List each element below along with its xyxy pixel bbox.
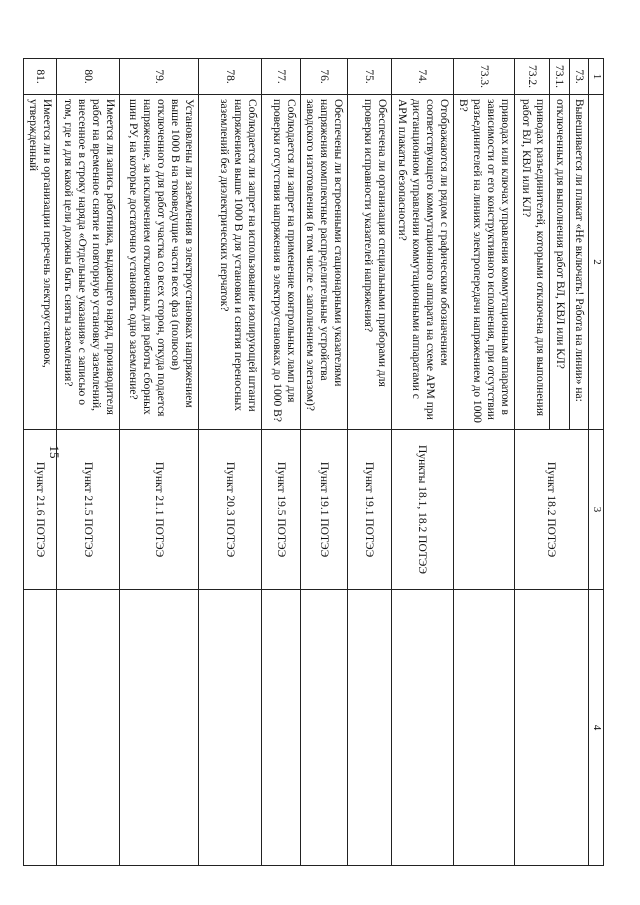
- table-header-row: [589, 59, 604, 866]
- row-reference: Пункт 20.3 ПОТЭЭ: [198, 430, 261, 590]
- row-question: Соблюдается ли запрет на использование изолирующей штанги напряжением выше 1000 В для установки и снятия переносных заземлений без диэлектрических перчаток?: [198, 95, 261, 430]
- row-number: 74.: [391, 59, 453, 95]
- row-number: 80.: [56, 59, 119, 95]
- table-row: [56, 59, 119, 866]
- row-note: [56, 590, 119, 866]
- row-question: Соблюдается ли запрет на применение контрольных ламп для проверки отсутствия напряжения в электроустановках до 1000 В?: [261, 95, 300, 430]
- row-reference: Пункт 19.1 ПОТЭЭ: [300, 430, 347, 590]
- row-question: отключенных для выполнения работ ВЛ, КВЛ или КЛ?: [549, 95, 569, 430]
- row-reference: Пункт 21.6 ПОТЭЭ: [23, 430, 56, 590]
- row-question: Установлены ли заземления в электроустановках напряжением выше 1000 В на токоведущие части всех фаз (полюсов) отключенного для работ участка со всех сторон, откуда подается напряжение, за исключением отключенных для работы сборных шин РУ, на которые достаточно установить одно заземление?: [119, 95, 198, 430]
- header-cell: 3: [589, 430, 604, 590]
- row-reference: Пункты 18.1, 18.2 ПОТЭЭ: [391, 430, 453, 590]
- row-reference: Пункт 19.1 ПОТЭЭ: [347, 430, 391, 590]
- header-cell: 2: [589, 95, 604, 430]
- table-row: [391, 59, 453, 866]
- row-reference: Пункт 21.5 ПОТЭЭ: [56, 430, 119, 590]
- row-question: приводах или ключах управления коммутационным аппаратом в зависимости от его конструктивного исполнения, при отсутствии разъединителей на линиях электропередачи напряжением до 1000 В?: [453, 95, 514, 430]
- rotated-table-container: [26, 58, 604, 865]
- header-cell: 4: [589, 590, 604, 866]
- row-number: 73.2.: [514, 59, 549, 95]
- table-row: [119, 59, 198, 866]
- row-note: [514, 590, 588, 866]
- row-note: [261, 590, 300, 866]
- row-note: [347, 590, 391, 866]
- table-row: [453, 59, 514, 866]
- row-reference: Пункт 19.5 ПОТЭЭ: [261, 430, 300, 590]
- row-note: [198, 590, 261, 866]
- row-number: 73.1.: [549, 59, 569, 95]
- row-question: Имеется ли в организации перечень электроустановок, утвержденный: [23, 95, 56, 430]
- row-reference: Пункт 21.1 ПОТЭЭ: [119, 430, 198, 590]
- row-question: Имеется ли запись работника, выдающего наряд, производителя работ на временное снятие и повторную установку заземлений, внесенное в строку наряда «Отдельные указания» с записью о том, где и для какой цели должны быть сняты заземления?: [56, 95, 119, 430]
- table-row: [300, 59, 347, 866]
- header-cell: 1: [589, 59, 604, 95]
- row-question: Обеспечена ли организация специальными приборами для проверки исправности указателей напряжения?: [347, 95, 391, 430]
- row-number: 75.: [347, 59, 391, 95]
- table-row: [569, 59, 588, 866]
- row-question: приводах разъединителей, которыми отключена для выполнения работ ВЛ, КВЛ или КЛ?: [514, 95, 549, 430]
- row-question: Обеспечены ли встроенными стационарными указателями напряжения комплектные распределительные устройства заводского изготовления (в том числе с заполнением элегазом)?: [300, 95, 347, 430]
- row-note: [391, 590, 453, 866]
- row-number: 73.3.: [453, 59, 514, 95]
- row-number: 73.: [569, 59, 588, 95]
- row-note: [300, 590, 347, 866]
- row-question: Вывешивается ли плакат «Не включать! Работа на линии» на:: [569, 95, 588, 430]
- row-reference: [453, 430, 514, 590]
- row-number: 76.: [300, 59, 347, 95]
- row-note: [453, 590, 514, 866]
- inspection-checklist-table: [23, 58, 604, 866]
- table-row: [198, 59, 261, 866]
- table-row: [23, 59, 56, 866]
- table-row: [347, 59, 391, 866]
- row-number: 79.: [119, 59, 198, 95]
- row-question: Отображаются ли рядом с графическим обозначением соответствующего коммутационного аппарата на схеме АРМ при дистанционном управлении коммутационными аппаратами с АРМ плакаты безопасности?: [391, 95, 453, 430]
- row-number: 78.: [198, 59, 261, 95]
- row-note: [23, 590, 56, 866]
- row-reference: Пункт 18.2 ПОТЭЭ: [514, 430, 588, 590]
- page-number: 15: [47, 445, 62, 459]
- row-note: [119, 590, 198, 866]
- row-number: 81.: [23, 59, 56, 95]
- table-row: [261, 59, 300, 866]
- row-number: 77.: [261, 59, 300, 95]
